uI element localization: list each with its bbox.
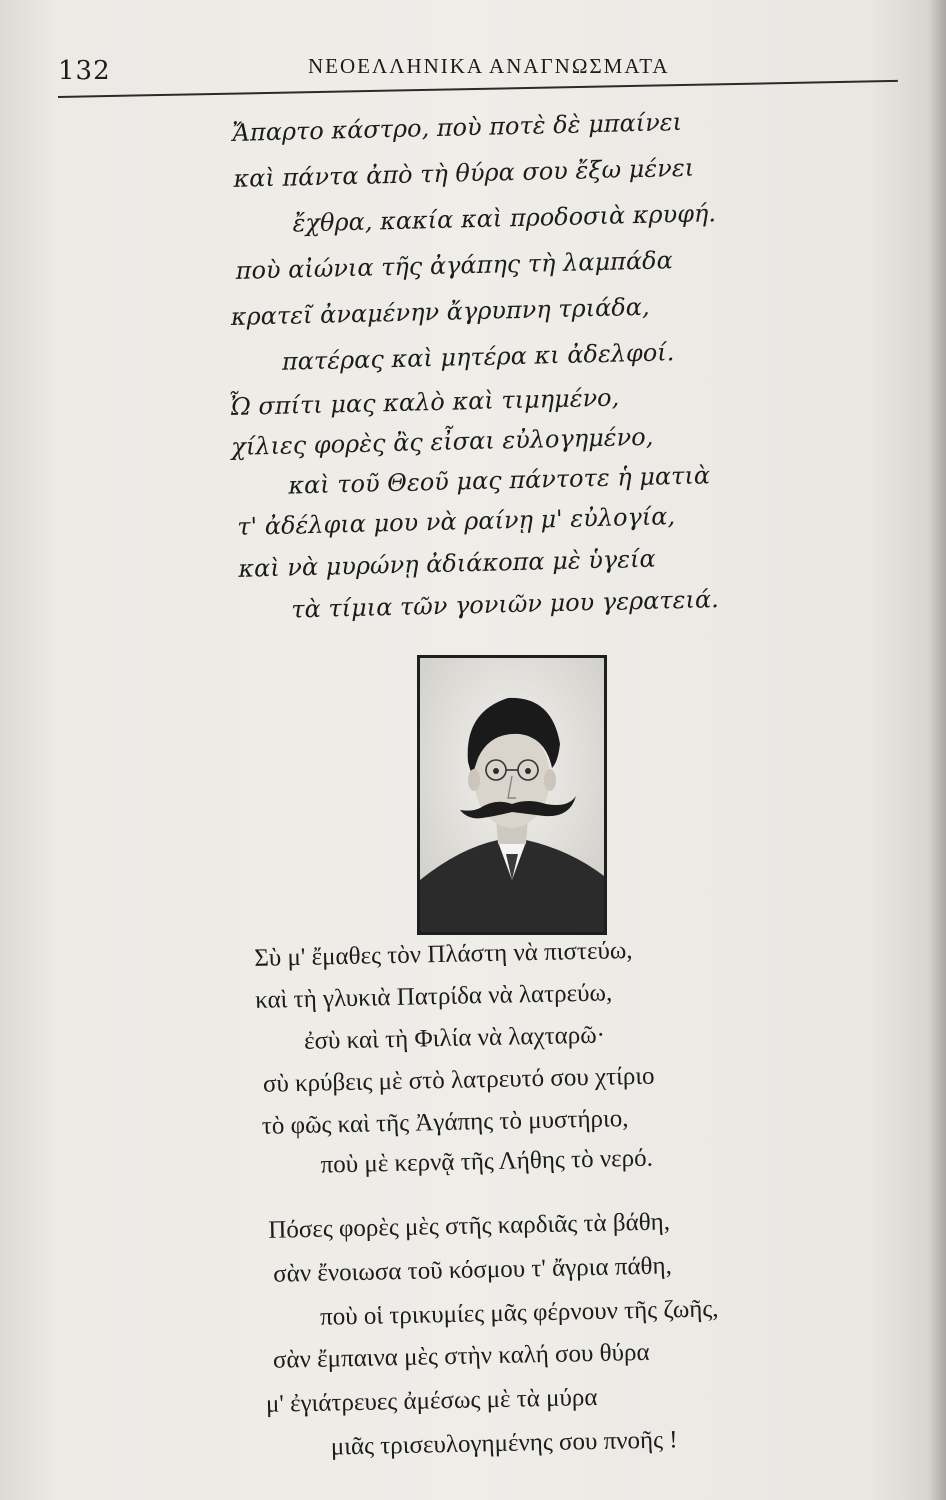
stanza-1 xyxy=(0,101,946,376)
poem-line: πατέρας καὶ μητέρα κι ἀδελφοί. xyxy=(281,338,675,376)
poem-line: ποὺ οἱ τρικυμίες μᾶς φέρνουν τῆς ζωῆς, xyxy=(319,1295,719,1331)
poem-line: σὰν ἔνοιωσα τοῦ κόσμου τ' ἄγρια πάθη, xyxy=(272,1252,673,1288)
poem-line: τὰ τίμια τῶν γονιῶν μου γερατειά. xyxy=(290,585,720,624)
page-number: 132 xyxy=(58,56,111,86)
stanza-2 xyxy=(0,375,946,624)
running-title: ΝΕΟΕΛΛΗΝΙΚΑ ΑΝΑΓΝΩΣΜΑΤΑ xyxy=(308,54,670,78)
poem-line: σὺ κρύβεις μὲ στὸ λατρευτό σου χτίριο xyxy=(262,1062,655,1098)
page-edge-shadow xyxy=(928,0,946,1500)
poem-line: ποὺ μὲ κερνᾷ τῆς Λήθης τὸ νερό. xyxy=(320,1144,654,1179)
poem-line: Ἄπαρτο κάστρο, ποὺ ποτὲ δὲ μπαίνει xyxy=(232,107,683,147)
poem-line: Σὺ μ' ἔμαθες τὸν Πλάστη νὰ πιστεύω, xyxy=(254,936,633,972)
poem-line: χίλιες φορὲς ἂς εἶσαι εὐλογημένο, xyxy=(231,422,654,461)
author-portrait xyxy=(417,655,607,935)
poem-line: ἔχθρα, κακία καὶ προδοσιὰ κρυφή. xyxy=(292,199,717,238)
poem-line: ἐσὺ καὶ τὴ Φιλία νὰ λαχταρῶ· xyxy=(303,1021,606,1055)
poem-line: τὸ φῶς καὶ τῆς Ἀγάπης τὸ μυστήριο, xyxy=(261,1105,629,1140)
poem-line: κρατεῖ ἀναμένην ἄγρυπνη τριάδα, xyxy=(230,292,650,332)
poem-line: μ' ἐγιάτρευες ἀμέσως μὲ τὰ μύρα xyxy=(265,1383,598,1418)
poem-line: καὶ πάντα ἀπὸ τὴ θύρα σου ἔξω μένει xyxy=(233,153,695,193)
poem-line: τ' ἀδέλφια μου νὰ ραίνῃ μ' εὐλογία, xyxy=(236,502,676,541)
poem-line: καὶ τὴ γλυκιὰ Πατρίδα νὰ λατρεύω, xyxy=(254,979,613,1014)
poem-line: ποὺ αἰώνια τῆς ἀγάπης τὴ λαμπάδα xyxy=(235,246,674,285)
portrait-illustration xyxy=(420,658,604,932)
poem-line: σὰν ἔμπαινα μὲς στὴν καλή σου θύρα xyxy=(272,1338,650,1374)
poem-line: καὶ τοῦ Θεοῦ μας πάντοτε ἡ ματιὰ xyxy=(287,461,711,500)
poem-line: Ὦ σπίτι μας καλὸ καὶ τιμημένο, xyxy=(228,383,620,422)
poem-line: μιᾶς τρισευλογημένης σου πνοῆς ! xyxy=(330,1426,678,1461)
stanza-4 xyxy=(0,1202,946,1461)
poem-line: Πόσες φορὲς μὲς στῆς καρδιᾶς τὰ βάθη, xyxy=(268,1208,671,1244)
poem-line: καὶ νὰ μυρώνῃ ἀδιάκοπα μὲ ὑγεία xyxy=(237,544,657,583)
